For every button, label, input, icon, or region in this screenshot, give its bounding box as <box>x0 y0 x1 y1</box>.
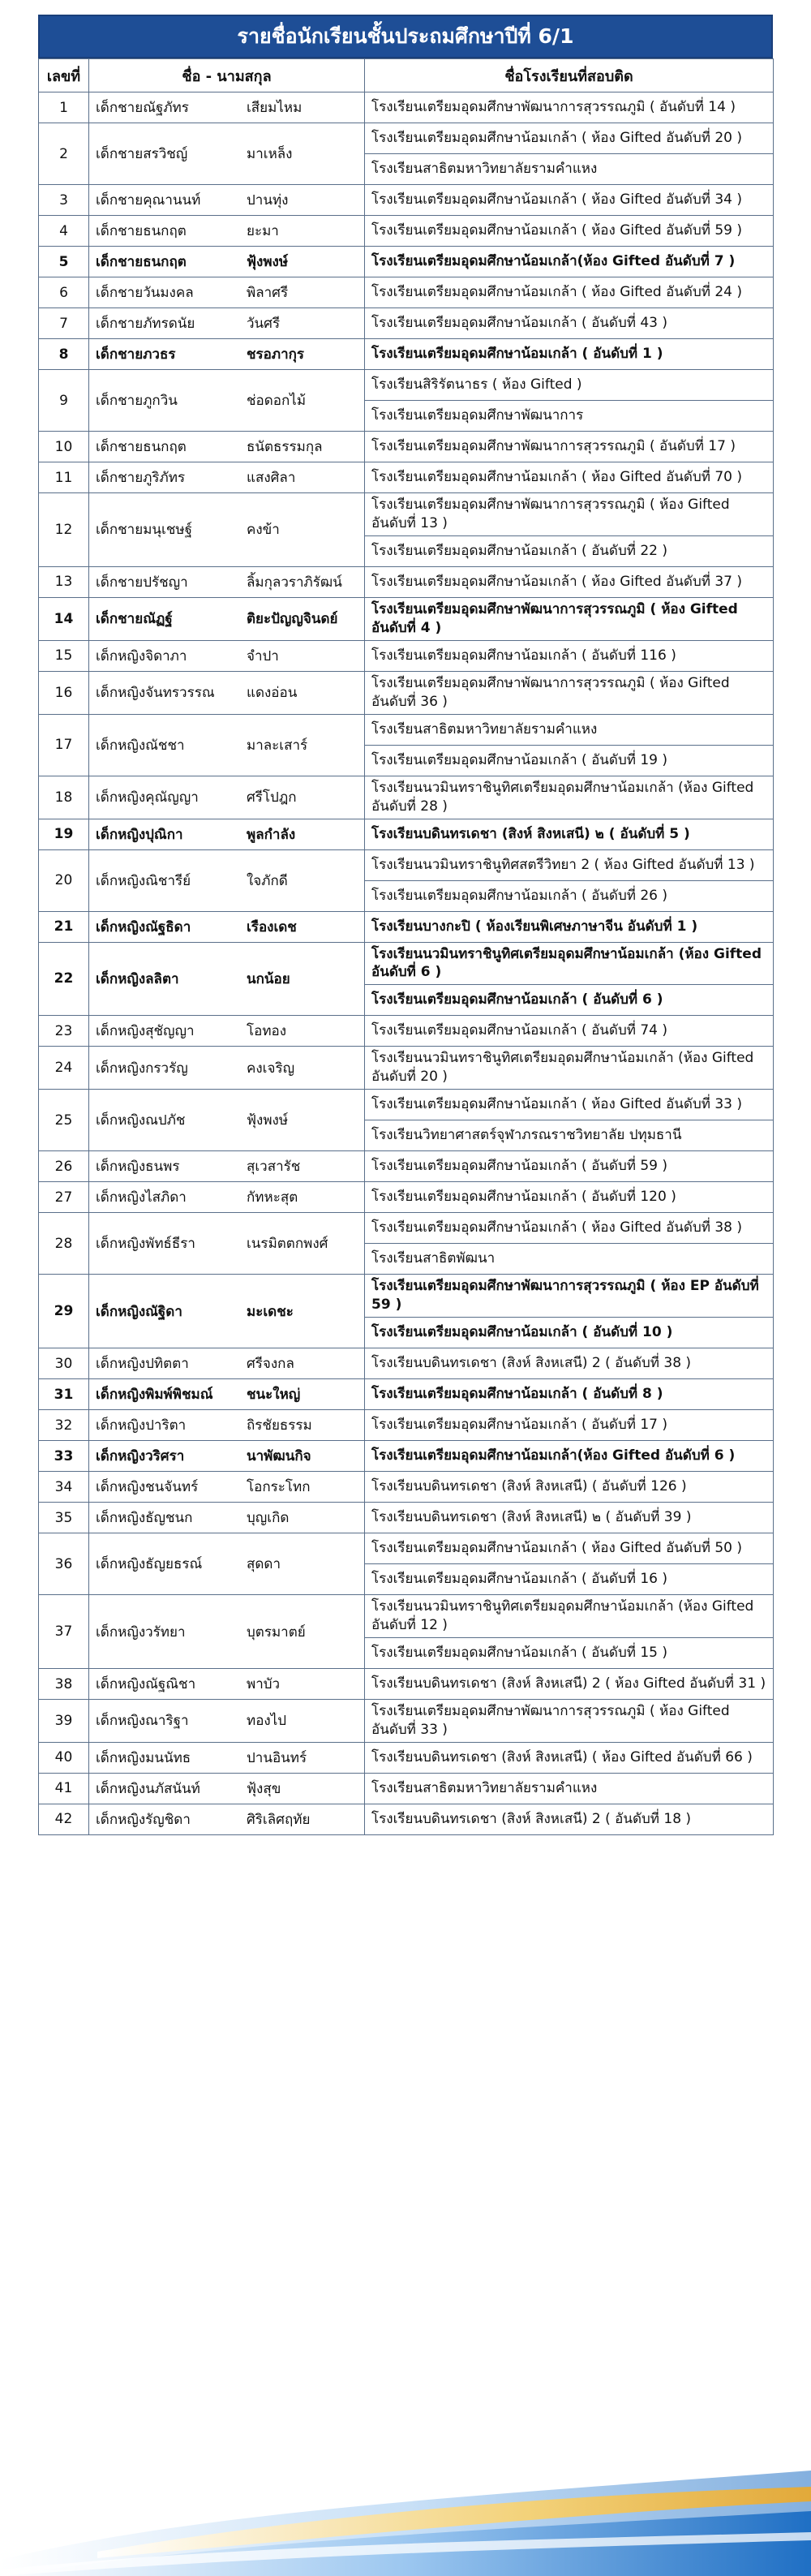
school-cell: โรงเรียนนวมินทราชินูทิศเตรียมอุดมศึกษาน้อมเกล้า (ห้อง Gifted อันดับที่ 12 ) <box>365 1595 774 1638</box>
student-last-name: เนรมิตตกพงศ์ <box>247 1236 328 1253</box>
student-number: 24 <box>39 1047 89 1090</box>
student-first-name: เด็กชายภูริภัทร <box>96 470 186 486</box>
school-cell: โรงเรียนเตรียมอุดมศึกษาพัฒนาการ <box>365 401 774 432</box>
table-body <box>39 92 774 1835</box>
student-number: 4 <box>39 216 89 247</box>
school-cell: โรงเรียนเตรียมอุดมศึกษาน้อมเกล้า ( อันดับที่ 16 ) <box>365 1564 774 1595</box>
table-header-row <box>39 59 774 92</box>
table-row <box>39 493 774 536</box>
student-first-name: เด็กชายสรวิชญ์ <box>96 146 188 162</box>
student-number: 32 <box>39 1410 89 1441</box>
student-number: 17 <box>39 714 89 776</box>
student-last-name: ศรีโปฎก <box>247 789 297 806</box>
table-row <box>39 776 774 819</box>
student-name <box>89 1275 365 1348</box>
school-cell: โรงเรียนเตรียมอุดมศึกษาพัฒนาการสุวรรณภูมิ ( อันดับที่ 14 ) <box>365 92 774 123</box>
student-name <box>89 671 365 714</box>
table-row <box>39 370 774 401</box>
student-name <box>89 1441 365 1472</box>
student-first-name: เด็กชายมนุเชษฐ์ <box>96 522 192 539</box>
student-first-name: เด็กหญิงรัญชิดา <box>96 1811 191 1828</box>
student-first-name: เด็กชายณัฏฐ์ <box>96 611 173 628</box>
school-cell: โรงเรียนเตรียมอุดมศึกษาพัฒนาการสุวรรณภูมิ ( ห้อง EP อันดับที่ 59 ) <box>365 1275 774 1318</box>
student-last-name: มาเหล็ง <box>247 146 293 162</box>
student-name <box>89 849 365 911</box>
student-last-name: ใจภักดี <box>247 872 288 889</box>
student-name <box>89 1700 365 1743</box>
student-number: 27 <box>39 1182 89 1213</box>
student-number: 28 <box>39 1213 89 1275</box>
student-name <box>89 1669 365 1700</box>
student-name <box>89 640 365 671</box>
student-number: 35 <box>39 1503 89 1533</box>
table-row <box>39 1773 774 1804</box>
school-cell: โรงเรียนเตรียมอุดมศึกษาน้อมเกล้า ( อันดับที่ 26 ) <box>365 880 774 911</box>
school-cell: โรงเรียนเตรียมอุดมศึกษาน้อมเกล้า ( ห้อง Gifted อันดับที่ 59 ) <box>365 216 774 247</box>
student-first-name: เด็กชายคุณานนท์ <box>96 192 201 209</box>
student-last-name: บุญเกิด <box>247 1510 290 1527</box>
school-cell: โรงเรียนวิทยาศาสตร์จุฬาภรณราชวิทยาลัย ปทุมธานี <box>365 1120 774 1151</box>
student-number: 26 <box>39 1151 89 1182</box>
student-number: 34 <box>39 1472 89 1503</box>
school-cell: โรงเรียนเตรียมอุดมศึกษาน้อมเกล้า ( ห้อง Gifted อันดับที่ 20 ) <box>365 123 774 154</box>
student-last-name: เสียมไหม <box>247 100 303 116</box>
student-number: 36 <box>39 1533 89 1595</box>
school-cell: โรงเรียนเตรียมอุดมศึกษาน้อมเกล้า ( ห้อง Gifted อันดับที่ 37 ) <box>365 566 774 597</box>
student-last-name: ยะมา <box>247 223 279 239</box>
school-cell: โรงเรียนเตรียมอุดมศึกษาพัฒนาการสุวรรณภูมิ ( ห้อง Gifted อันดับที่ 33 ) <box>365 1700 774 1743</box>
student-first-name: เด็กหญิงคุณัญญา <box>96 789 199 806</box>
table-row <box>39 1275 774 1318</box>
table-row <box>39 1151 774 1182</box>
table-row <box>39 942 774 985</box>
header-num: เลขที่ <box>39 59 89 92</box>
student-number: 21 <box>39 911 89 942</box>
student-last-name: ชนะใหญ่ <box>247 1387 301 1404</box>
header-school: ชื่อโรงเรียนที่สอบติด <box>365 59 774 92</box>
student-first-name: เด็กหญิงพัทธ์ธีรา <box>96 1236 195 1253</box>
student-last-name: เรืองเดช <box>247 918 297 935</box>
student-last-name: ปานทุ่ง <box>247 192 289 209</box>
student-name <box>89 123 365 185</box>
student-last-name: บุตรมาตย์ <box>247 1623 306 1641</box>
school-cell: โรงเรียนสาธิตมหาวิทยาลัยรามคำแหง <box>365 1773 774 1804</box>
table-row <box>39 566 774 597</box>
student-number: 25 <box>39 1090 89 1151</box>
table-row <box>39 247 774 277</box>
student-number: 3 <box>39 185 89 216</box>
school-cell: โรงเรียนนวมินทราชินูทิศสตรีวิทยา 2 ( ห้อง Gifted อันดับที่ 13 ) <box>365 849 774 880</box>
student-first-name: เด็กหญิงณัชชา <box>96 737 185 754</box>
school-cell: โรงเรียนนวมินทราชินูทิศเตรียมอุดมศึกษาน้อมเกล้า (ห้อง Gifted อันดับที่ 6 ) <box>365 942 774 985</box>
student-first-name: เด็กชายวันมงคล <box>96 285 194 301</box>
student-last-name: ฟุ้งพงษ์ <box>247 1112 289 1129</box>
school-cell: โรงเรียนเตรียมอุดมศึกษาน้อมเกล้า ( อันดับที่ 17 ) <box>365 1410 774 1441</box>
student-number: 10 <box>39 432 89 462</box>
student-name <box>89 247 365 277</box>
student-number: 5 <box>39 247 89 277</box>
student-number: 30 <box>39 1348 89 1379</box>
student-name <box>89 1804 365 1834</box>
student-first-name: เด็กหญิงปาริตา <box>96 1417 187 1434</box>
student-number: 31 <box>39 1379 89 1410</box>
results-sheet <box>38 15 773 1835</box>
school-cell: โรงเรียนเตรียมอุดมศึกษาน้อมเกล้า ( อันดับที่ 120 ) <box>365 1182 774 1213</box>
student-first-name: เด็กหญิงจิดาภา <box>96 647 187 664</box>
table-row <box>39 185 774 216</box>
student-last-name: มาละเสาร์ <box>247 737 308 754</box>
student-number: 23 <box>39 1016 89 1047</box>
table-row <box>39 714 774 745</box>
school-cell: โรงเรียนเตรียมอุดมศึกษาน้อมเกล้า ( อันดับที่ 43 ) <box>365 308 774 339</box>
table-row <box>39 1213 774 1244</box>
table-row <box>39 1016 774 1047</box>
student-name <box>89 493 365 567</box>
student-first-name: เด็กหญิงณัฐิดา <box>96 1303 182 1320</box>
school-cell: โรงเรียนบางกะปิ ( ห้องเรียนพิเศษภาษาจีน อันดับที่ 1 ) <box>365 911 774 942</box>
student-name <box>89 1213 365 1275</box>
school-cell: โรงเรียนบดินทรเดชา (สิงห์ สิงหเสนี) 2 ( ห้อง Gifted อันดับที่ 31 ) <box>365 1669 774 1700</box>
student-name <box>89 92 365 123</box>
school-cell: โรงเรียนเตรียมอุดมศึกษาน้อมเกล้า ( อันดับที่ 10 ) <box>365 1318 774 1348</box>
header-name: ชื่อ - นามสกุล <box>89 59 365 92</box>
student-last-name: โอกระโทก <box>247 1479 311 1496</box>
student-last-name: มะเดชะ <box>247 1303 294 1320</box>
student-name <box>89 1742 365 1773</box>
student-name <box>89 1090 365 1151</box>
school-cell: โรงเรียนนวมินทราชินูทิศเตรียมอุดมศึกษาน้อมเกล้า (ห้อง Gifted อันดับที่ 20 ) <box>365 1047 774 1090</box>
school-cell: โรงเรียนสิริรัตนาธร ( ห้อง Gifted ) <box>365 370 774 401</box>
student-table <box>38 58 774 1835</box>
student-name <box>89 339 365 370</box>
student-first-name: เด็กชายภวธร <box>96 346 176 363</box>
student-first-name: เด็กหญิงกรวรัญ <box>96 1060 188 1077</box>
student-last-name: ศรีจงกล <box>247 1356 294 1373</box>
student-last-name: ติยะปัญญจินดย์ <box>247 611 338 628</box>
table-row <box>39 92 774 123</box>
student-name <box>89 566 365 597</box>
student-number: 41 <box>39 1773 89 1804</box>
student-name <box>89 1379 365 1410</box>
table-row <box>39 432 774 462</box>
student-number: 29 <box>39 1275 89 1348</box>
school-cell: โรงเรียนเตรียมอุดมศึกษาน้อมเกล้า ( อันดับที่ 6 ) <box>365 985 774 1016</box>
student-number: 14 <box>39 597 89 640</box>
student-name <box>89 1533 365 1595</box>
student-first-name: เด็กชายภัทรดนัย <box>96 316 195 332</box>
table-row <box>39 1503 774 1533</box>
table-row <box>39 1595 774 1638</box>
student-name <box>89 1016 365 1047</box>
student-first-name: เด็กหญิงจันทรวรรณ <box>96 685 215 702</box>
table-row <box>39 819 774 849</box>
student-last-name: ฟุ้งพงษ์ <box>247 254 289 270</box>
school-cell: โรงเรียนนวมินทราชินูทิศเตรียมอุดมศึกษาน้อมเกล้า (ห้อง Gifted อันดับที่ 28 ) <box>365 776 774 819</box>
table-row <box>39 1533 774 1564</box>
student-first-name: เด็กชายภูกวิน <box>96 393 178 409</box>
table-row <box>39 1182 774 1213</box>
school-cell: โรงเรียนเตรียมอุดมศึกษาน้อมเกล้า ( อันดับที่ 59 ) <box>365 1151 774 1182</box>
school-cell: โรงเรียนบดินทรเดชา (สิงห์ สิงหเสนี) 2 ( อันดับที่ 38 ) <box>365 1348 774 1379</box>
table-row <box>39 216 774 247</box>
student-name <box>89 370 365 432</box>
table-row <box>39 1090 774 1120</box>
school-cell: โรงเรียนเตรียมอุดมศึกษาพัฒนาการสุวรรณภูมิ ( ห้อง Gifted อันดับที่ 4 ) <box>365 597 774 640</box>
school-cell: โรงเรียนเตรียมอุดมศึกษาน้อมเกล้า ( ห้อง Gifted อันดับที่ 38 ) <box>365 1213 774 1244</box>
student-last-name: ทองไป <box>247 1713 287 1730</box>
school-cell: โรงเรียนเตรียมอุดมศึกษาน้อมเกล้า(ห้อง Gifted อันดับที่ 6 ) <box>365 1441 774 1472</box>
table-row <box>39 1700 774 1743</box>
school-cell: โรงเรียนเตรียมอุดมศึกษาน้อมเกล้า ( ห้อง Gifted อันดับที่ 24 ) <box>365 277 774 308</box>
table-row <box>39 671 774 714</box>
student-first-name: เด็กหญิงมนนัทธ <box>96 1749 191 1766</box>
student-first-name: เด็กหญิงสุชัญญา <box>96 1023 195 1040</box>
student-number: 7 <box>39 308 89 339</box>
student-first-name: เด็กหญิงธัญชนก <box>96 1510 193 1527</box>
student-last-name: นกน้อย <box>247 970 290 987</box>
table-row <box>39 911 774 942</box>
student-number: 2 <box>39 123 89 185</box>
student-name <box>89 714 365 776</box>
school-cell: โรงเรียนเตรียมอุดมศึกษาน้อมเกล้า ( ห้อง Gifted อันดับที่ 50 ) <box>365 1533 774 1564</box>
table-row <box>39 1669 774 1700</box>
student-last-name: ลิ้มกุลวราภิรัฒน์ <box>247 574 342 591</box>
student-name <box>89 819 365 849</box>
student-name <box>89 185 365 216</box>
school-cell: โรงเรียนเตรียมอุดมศึกษาน้อมเกล้า ( อันดับที่ 74 ) <box>365 1016 774 1047</box>
table-row <box>39 1742 774 1773</box>
table-row <box>39 277 774 308</box>
student-last-name: โอทอง <box>247 1023 287 1040</box>
student-first-name: เด็กหญิงธัญยธรณ์ <box>96 1556 203 1573</box>
student-first-name: เด็กชายธนกฤต <box>96 439 187 455</box>
table-row <box>39 339 774 370</box>
student-last-name: จำปา <box>247 647 279 664</box>
student-name <box>89 1348 365 1379</box>
student-number: 22 <box>39 942 89 1016</box>
student-last-name: นาพัฒนกิจ <box>247 1448 311 1465</box>
student-name <box>89 911 365 942</box>
student-last-name: กัทหะสุต <box>247 1189 298 1206</box>
student-first-name: เด็กชายธนกฤต <box>96 254 187 270</box>
school-cell: โรงเรียนเตรียมอุดมศึกษาน้อมเกล้า ( อันดับที่ 116 ) <box>365 640 774 671</box>
table-row <box>39 462 774 493</box>
student-last-name: ถิรชัยธรรม <box>247 1417 312 1434</box>
student-name <box>89 1410 365 1441</box>
school-cell: โรงเรียนบดินทรเดชา (สิงห์ สิงหเสนี) ( อันดับที่ 126 ) <box>365 1472 774 1503</box>
student-number: 19 <box>39 819 89 849</box>
school-cell: โรงเรียนบดินทรเดชา (สิงห์ สิงหเสนี) 2 ( อันดับที่ 18 ) <box>365 1804 774 1834</box>
student-first-name: เด็กหญิงณัฐณิชา <box>96 1676 196 1692</box>
student-number: 33 <box>39 1441 89 1472</box>
student-last-name: พูลกำลัง <box>247 826 296 843</box>
student-number: 6 <box>39 277 89 308</box>
school-cell: โรงเรียนเตรียมอุดมศึกษาน้อมเกล้า ( ห้อง Gifted อันดับที่ 33 ) <box>365 1090 774 1120</box>
school-cell: โรงเรียนเตรียมอุดมศึกษาน้อมเกล้า ( อันดับที่ 15 ) <box>365 1638 774 1669</box>
student-last-name: คงเจริญ <box>247 1060 295 1077</box>
student-number: 39 <box>39 1700 89 1743</box>
student-first-name: เด็กหญิงธนพร <box>96 1159 180 1176</box>
student-first-name: เด็กหญิงชนจันทร์ <box>96 1479 199 1496</box>
student-name <box>89 1047 365 1090</box>
school-cell: โรงเรียนเตรียมอุดมศึกษาน้อมเกล้า(ห้อง Gifted อันดับที่ 7 ) <box>365 247 774 277</box>
student-name <box>89 1472 365 1503</box>
student-name <box>89 432 365 462</box>
student-name <box>89 942 365 1016</box>
table-row <box>39 1379 774 1410</box>
school-cell: โรงเรียนเตรียมอุดมศึกษาน้อมเกล้า ( อันดับที่ 1 ) <box>365 339 774 370</box>
table-row <box>39 123 774 154</box>
page-title: รายชื่อนักเรียนชั้นประถมศึกษาปีที่ 6/1 <box>38 15 773 58</box>
student-last-name: ศิริเลิศฤทัย <box>247 1811 311 1828</box>
student-name <box>89 1503 365 1533</box>
table-row <box>39 1804 774 1834</box>
school-cell: โรงเรียนเตรียมอุดมศึกษาพัฒนาการสุวรรณภูมิ ( ห้อง Gifted อันดับที่ 36 ) <box>365 671 774 714</box>
student-number: 20 <box>39 849 89 911</box>
school-cell: โรงเรียนสาธิตมหาวิทยาลัยรามคำแหง <box>365 154 774 185</box>
school-cell: โรงเรียนเตรียมอุดมศึกษาพัฒนาการสุวรรณภูมิ ( ห้อง Gifted อันดับที่ 13 ) <box>365 493 774 536</box>
student-last-name: สุดดา <box>247 1556 281 1573</box>
table-row <box>39 1441 774 1472</box>
student-last-name: คงข้า <box>247 522 280 539</box>
student-first-name: เด็กหญิงวรัทยา <box>96 1623 186 1641</box>
student-number: 8 <box>39 339 89 370</box>
student-name <box>89 1182 365 1213</box>
student-first-name: เด็กหญิงลลิตา <box>96 970 179 987</box>
school-cell: โรงเรียนเตรียมอุดมศึกษาน้อมเกล้า ( ห้อง Gifted อันดับที่ 70 ) <box>365 462 774 493</box>
student-number: 38 <box>39 1669 89 1700</box>
student-name <box>89 462 365 493</box>
school-cell: โรงเรียนเตรียมอุดมศึกษาพัฒนาการสุวรรณภูมิ ( อันดับที่ 17 ) <box>365 432 774 462</box>
student-name <box>89 1151 365 1182</box>
student-last-name: พิลาศรี <box>247 285 289 301</box>
student-number: 40 <box>39 1742 89 1773</box>
school-cell: โรงเรียนบดินทรเดชา (สิงห์ สิงหเสนี) ( ห้อง Gifted อันดับที่ 66 ) <box>365 1742 774 1773</box>
student-last-name: สุเวสารัช <box>247 1159 301 1176</box>
student-name <box>89 597 365 640</box>
table-row <box>39 1047 774 1090</box>
student-first-name: เด็กหญิงปุณิกา <box>96 826 183 843</box>
student-number: 37 <box>39 1595 89 1669</box>
student-first-name: เด็กหญิงพิมพ์พิชมณ์ <box>96 1387 213 1404</box>
student-last-name: แสงศิลา <box>247 470 296 486</box>
student-number: 18 <box>39 776 89 819</box>
student-last-name: วันศรี <box>247 316 281 332</box>
student-first-name: เด็กหญิงณาริฐา <box>96 1713 189 1730</box>
student-number: 11 <box>39 462 89 493</box>
student-first-name: เด็กหญิงณปภัช <box>96 1112 186 1129</box>
table-row <box>39 1348 774 1379</box>
table-row <box>39 597 774 640</box>
table-row <box>39 640 774 671</box>
student-number: 12 <box>39 493 89 567</box>
student-name <box>89 216 365 247</box>
student-number: 1 <box>39 92 89 123</box>
school-cell: โรงเรียนบดินทรเดชา (สิงห์ สิงหเสนี) ๒ ( อันดับที่ 39 ) <box>365 1503 774 1533</box>
student-first-name: เด็กหญิงณัฐธิดา <box>96 918 191 935</box>
student-name <box>89 1595 365 1669</box>
student-last-name: ช่อดอกไม้ <box>247 393 307 409</box>
student-number: 16 <box>39 671 89 714</box>
student-first-name: เด็กชายณัฐภัทร <box>96 100 189 116</box>
student-name <box>89 776 365 819</box>
student-first-name: เด็กชายธนกฤต <box>96 223 187 239</box>
student-last-name: ฟุ้งสุข <box>247 1780 281 1797</box>
student-number: 13 <box>39 566 89 597</box>
student-first-name: เด็กหญิงไสภิดา <box>96 1189 187 1206</box>
school-cell: โรงเรียนเตรียมอุดมศึกษาน้อมเกล้า ( ห้อง Gifted อันดับที่ 34 ) <box>365 185 774 216</box>
student-last-name: ปานอินทร์ <box>247 1749 307 1766</box>
school-cell: โรงเรียนสาธิตพัฒนา <box>365 1244 774 1275</box>
footer-wave-decoration <box>0 2462 811 2576</box>
student-first-name: เด็กหญิงณิชารีย์ <box>96 872 191 889</box>
student-name <box>89 277 365 308</box>
school-cell: โรงเรียนบดินทรเดชา (สิงห์ สิงหเสนี) ๒ ( อันดับที่ 5 ) <box>365 819 774 849</box>
student-first-name: เด็กชายปรัชญา <box>96 574 188 591</box>
student-last-name: แดงอ่อน <box>247 685 298 702</box>
student-name <box>89 308 365 339</box>
student-number: 42 <box>39 1804 89 1834</box>
table-row <box>39 1410 774 1441</box>
table-row <box>39 308 774 339</box>
student-number: 9 <box>39 370 89 432</box>
school-cell: โรงเรียนสาธิตมหาวิทยาลัยรามคำแหง <box>365 714 774 745</box>
student-last-name: พาบัว <box>247 1676 281 1692</box>
table-row <box>39 1472 774 1503</box>
student-first-name: เด็กหญิงนภัสนันท์ <box>96 1780 200 1797</box>
school-cell: โรงเรียนเตรียมอุดมศึกษาน้อมเกล้า ( อันดับที่ 8 ) <box>365 1379 774 1410</box>
student-last-name: ชรอภากุร <box>247 346 305 363</box>
school-cell: โรงเรียนเตรียมอุดมศึกษาน้อมเกล้า ( อันดับที่ 22 ) <box>365 535 774 566</box>
student-number: 15 <box>39 640 89 671</box>
student-first-name: เด็กหญิงวริศรา <box>96 1448 185 1465</box>
student-name <box>89 1773 365 1804</box>
student-first-name: เด็กหญิงปทิตตา <box>96 1356 189 1373</box>
school-cell: โรงเรียนเตรียมอุดมศึกษาน้อมเกล้า ( อันดับที่ 19 ) <box>365 745 774 776</box>
table-row <box>39 849 774 880</box>
student-last-name: ธนัตธรรมกุล <box>247 439 323 455</box>
